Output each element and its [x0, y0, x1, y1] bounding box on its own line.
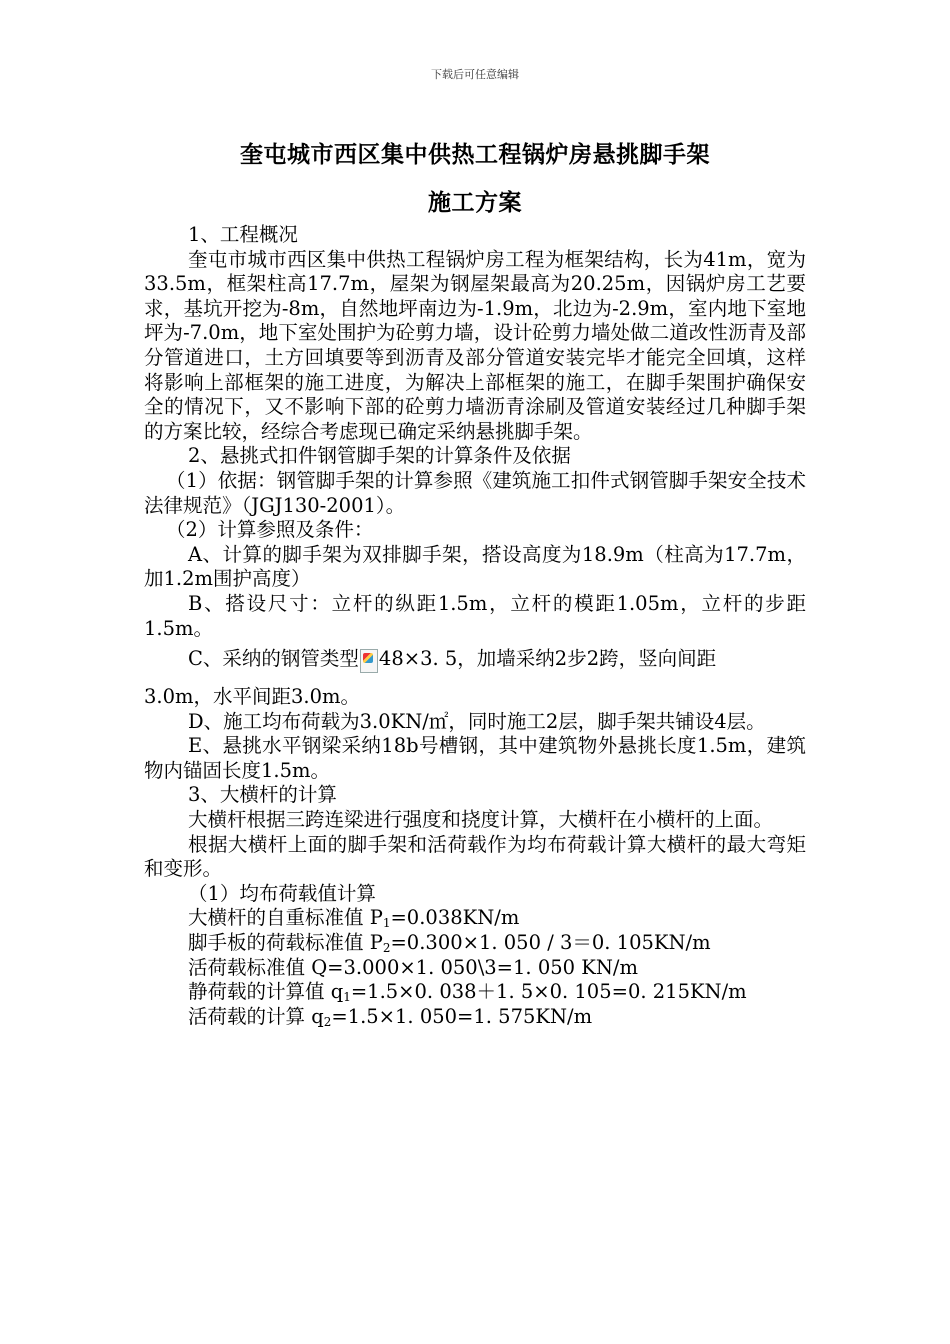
document-subtitle: 施工方案 — [428, 190, 522, 216]
calc-line-2: 脚手板的荷载标准值 $P_2=0.300\times 1$. 050 / 3＝0. 105KN/m — [188, 931, 711, 956]
item-e: E、悬挑水平钢梁采纳18b号槽钢，其中建筑物外悬挑长度1.5m，建筑物内锚固长度1.5m。 — [144, 734, 806, 782]
item-c-text-2: 48×3. 5，加墙采纳2步2跨，竖向间距 — [378, 647, 717, 671]
item-a: A、计算的脚手架为双排脚手架，搭设高度为18.9m（柱高为17.7m，加1.2m围护高度） — [144, 542, 806, 591]
item-c-continued: 3.0m，水平间距3.0m。 — [144, 685, 361, 709]
calc-line-4: 静荷载的计算值 $q_1=1.5\times 0$. 038＋1. 5×0. 105=0. 215KN/m — [188, 980, 747, 1005]
section-3-heading: 3、大横杆的计算 — [188, 783, 337, 807]
section-3-subheading: （1）均布荷载值计算 — [188, 881, 376, 905]
calc-line-5: 活荷载的计算 $q_2=1.5\times 1$. 050=1. 575KN/m — [188, 1004, 593, 1029]
section-3-paragraph-2: 根据大横杆上面的脚手架和活荷载作为均布荷载计算大横杆的最大弯矩和变形。 — [144, 832, 806, 881]
section-2-basis: （1）依据：钢管脚手架的计算参照《建筑施工扣件式钢管脚手架安全技术法律规范》（JGJ130-2001）。 — [144, 468, 806, 517]
item-b: B、搭设尺寸：立杆的纵距1.5m，立杆的模距1.05m，立杆的步距1.5m。 — [144, 591, 806, 640]
calc-line-1: 大横杆的自重标准值 $P_1=0.038KN/m$ — [188, 906, 520, 931]
document-body — [144, 223, 806, 1029]
header-note: 下载后可任意编辑 — [431, 68, 519, 81]
item-d: D、施工均布荷载为3.0KN/㎡，同时施工2层，脚手架共铺设4层。 — [188, 709, 766, 733]
item-c — [144, 641, 806, 677]
broken-image-icon — [360, 649, 378, 673]
section-1-paragraph: 奎屯市城市西区集中供热工程锅炉房工程为框架结构，长为41m，宽为33.5m，框架柱高17.7m，屋架为钢屋架最高为20.25m，因锅炉房工艺要求，基坑开挖为-8m，自然地坪南边为-1.9m，北边为-2.9m，室内地下室地坪为-7.0m，地下室处围护为砼剪力墙，设计砼剪力墙处做二道改性沥青及部分管道进口，土方回填要等到沥青及部分管道安装完毕才能完全回填，这样将影响上部框架的施工进度，为解决上部框架的施工，在脚手架围护确保安全的情况下，又不影响下部的砼剪力墙沥青涂刷及管道安装经过几种脚手架的方案比较，经综合考虑现已确定采纳悬挑脚手架。 — [144, 247, 806, 443]
document-title: 奎屯城市西区集中供热工程锅炉房悬挑脚手架 — [240, 142, 710, 168]
section-2-heading: 2、悬挑式扣件钢管脚手架的计算条件及依据 — [188, 444, 571, 468]
section-2-reference: （2）计算参照及条件： — [166, 518, 374, 542]
calc-line-3: 活荷载标准值 Q=3.000×1. 050\3=1. 050 KN/m — [188, 955, 638, 979]
item-c-text-1: C、采纳的钢管类型 — [188, 647, 359, 671]
section-1-heading: 1、工程概况 — [188, 223, 298, 246]
section-3-paragraph-1: 大横杆根据三跨连梁进行强度和挠度计算，大横杆在小横杆的上面。 — [188, 808, 774, 832]
